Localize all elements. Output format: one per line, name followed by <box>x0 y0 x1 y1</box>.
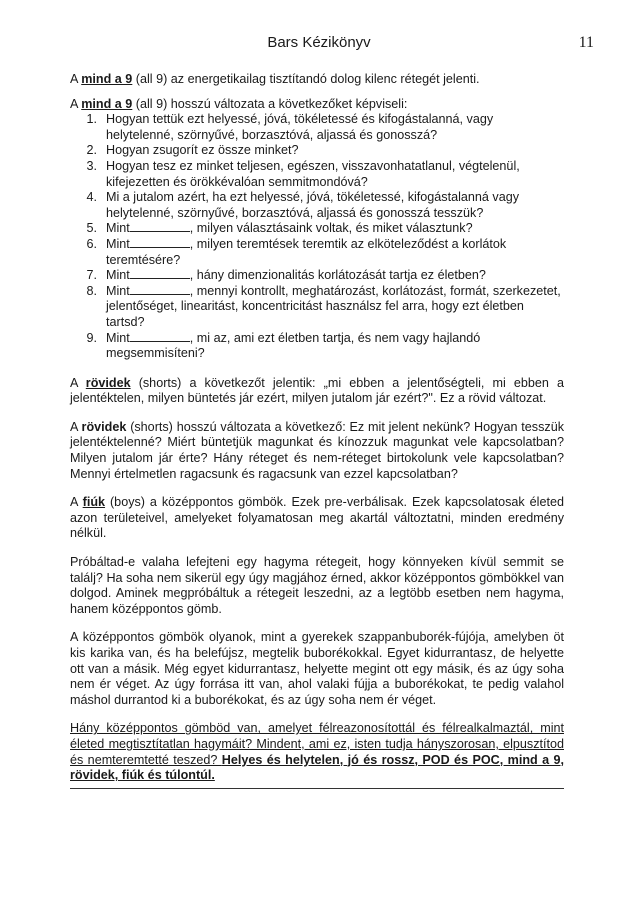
list-item-text <box>106 331 564 362</box>
list-item-number: 2. <box>86 143 97 158</box>
list-item-number: 8. <box>86 283 97 298</box>
document-body <box>70 72 564 789</box>
paragraph-text: (shorts) hosszú változata a következő: Ez mit jelent nekünk? Hogyan tesszük jelentéktelenné? Miért büntetjük magunkat és kínozzuk magunkat vele kapcsolatban? Milyen jutalom jár érte? Hány réteget és nem-réteget birtokolunk vele kapcsolatban? Mennyi értelmetlen ragacsunk és ragacsunk van ezzel kapcsolatban? <box>70 419 564 481</box>
paragraph-text: (all 9) az energetikailag tisztítandó dolog kilenc rétegét jelenti. <box>132 72 480 86</box>
list-item-rest: , mennyi kontrollt, meghatározást, korlátozást, formát, szerkezetet, jelentőséget, linearitást, koncentricitást használsz fel arra, hogy ezt életben tartsd? <box>106 283 561 329</box>
fill-in-blank <box>130 221 190 232</box>
list-item-number: 6. <box>86 236 97 251</box>
list-item <box>70 159 564 190</box>
list-item-prefix: Mint <box>106 330 130 345</box>
list-item-number: 7. <box>86 268 97 283</box>
paragraph-boys: A fiúk (boys) a középpontos gömbök. Ezek pre-verbálisak. Ezek kapcsolatosak életed azon területeivel, amelyeket folyamatosan meg akartál változtatni, minden eredmény nélkül. <box>70 495 564 541</box>
keyword-all9: mind a 9 <box>81 72 133 86</box>
list-item-text: Mi a jutalom azért, ha ezt helyessé, jóvá, tökéletessé, kifogástalanná vagy helytelenné, szörnyűvé, borzasztóvá, aljassá és gonosszá tesszük? <box>106 190 520 220</box>
list-item <box>70 331 564 362</box>
list-item-text <box>106 268 564 284</box>
list-item-number: 3. <box>86 158 97 173</box>
list-item-rest: , mi az, ami ezt életben tartja, és nem vagy hajlandó megsemmisíteni? <box>106 330 481 361</box>
list-item-rest: , hány dimenzionalitás korlátozását tartja ez életben? <box>189 268 486 283</box>
paragraph-text: (all 9) hosszú változata a következőket képviseli: <box>132 96 408 111</box>
list-item-prefix: Mint <box>106 283 130 298</box>
list-item-text: Hogyan tesz ez minket teljesen, egészen, visszavonhatatlanul, végtelenül, kifejezetten és örökkévalóan semmitmondóvá? <box>106 158 520 189</box>
keyword-shorts: rövidek <box>81 419 127 434</box>
fill-in-blank <box>130 268 190 279</box>
list-item <box>70 112 564 143</box>
list-item-text: Hogyan tettük ezt helyessé, jóvá, tökéletessé és kifogástalanná, vagy helytelenné, szörnyűvé, borzasztóvá, aljassá és gonosszá? <box>106 112 494 142</box>
keyword-boys: fiúk <box>82 495 106 510</box>
list-item-prefix: Mint <box>106 268 130 283</box>
keyword-all9: mind a 9 <box>81 96 133 111</box>
paragraph-shorts: A rövidek (shorts) a következőt jelentik: „mi ebben a jelentőségteli, mi ebben a jelentéktelen, milyen büntetés jár ezért, milyen jutalom jár ezért?". Ez a rövid változat. <box>70 375 564 406</box>
list-item-prefix: Mint <box>106 221 130 236</box>
list-item <box>70 268 564 284</box>
list-item-prefix: Mint <box>106 236 130 251</box>
list-item <box>70 143 564 159</box>
list-item <box>70 237 564 268</box>
list-item-number: 4. <box>86 190 97 205</box>
paragraph-text: (shorts) a következőt jelentik: „mi ebben a jelentőségteli, mi ebben a jelentéktelen, milyen büntetés jár ezért, milyen jutalom jár ezért?". Ez a rövid változat. <box>70 375 564 406</box>
list-item-number: 5. <box>86 221 97 236</box>
bottom-rule <box>70 788 564 789</box>
list-item-text <box>106 284 564 331</box>
paragraph-bubbles: A középpontos gömbök olyanok, mint a gyerekek szappanbuborék-fújója, amelyben öt kis karika van, és ha belefújsz, megtelik buborékokkal. Egyet kidurrantasz, de helyette ott van a másik. Még egyet kidurrantasz, helyette megint ott egy másik, és az úgy soha nem ér véget. Az úgy forrása itt van, ahol valaki fújja a buborékokat, te pedig valahol máshol durrantod ki a buborékokat, és az úgy soha nem ér véget. <box>70 630 564 707</box>
paragraph-clearing-statement <box>70 721 564 783</box>
list-item <box>70 284 564 331</box>
fill-in-blank <box>130 237 190 248</box>
list-item <box>70 221 564 237</box>
page-header-title: Bars Kézikönyv <box>267 34 371 51</box>
fill-in-blank <box>130 284 190 295</box>
list-item-text: Hogyan zsugorít ez össze minket? <box>106 143 299 158</box>
clearing-statement: Helyes és helytelen, jó és rossz, POD és POC, mind a 9, rövidek, fiúk és túlontúl. <box>70 752 564 783</box>
list-item-text <box>106 237 564 268</box>
paragraph-onion: Próbáltad-e valaha lefejteni egy hagyma rétegeit, hogy könnyeken kívül semmit se találj? Ha soha nem sikerül egy úgy magjához érned, akkor középpontos gömbökkel van dolgod. Aminek megpróbáltuk a rétegeit leszedni, az a legtöbb esetben nem hagyma, hanem középpontos gömb. <box>70 555 564 616</box>
all9-numbered-list <box>70 112 564 362</box>
list-item-number: 9. <box>86 330 97 345</box>
paragraph-text: Hány középpontos gömböd van, amelyet félreazonosítottál és félrealkalmaztál, mint életed megtisztítatlan hagymáit? Mindent, ami ez, isten tudja hányszorosan, elpusztítod és nemteremtetté teszed? <box>70 721 564 767</box>
paragraph-text: (boys) a középpontos gömbök. Ezek pre-verbálisak. Ezek kapcsolatosak életed azon területeivel, amelyeket folyamatosan meg akartál változtatni, minden eredmény nélkül. <box>70 495 564 541</box>
paragraph-all9-short: A mind a 9 (all 9) az energetikailag tisztítandó dolog kilenc rétegét jelenti. <box>70 72 480 86</box>
paragraph-all9-long-intro: A mind a 9 (all 9) hosszú változata a következőket képviseli: <box>70 96 408 111</box>
list-item-rest: , milyen teremtések teremtik az elköteleződést a korlátok teremtésére? <box>106 236 507 267</box>
list-item-number: 1. <box>86 112 97 127</box>
list-item-rest: , milyen választásaink voltak, és miket választunk? <box>189 221 473 236</box>
list-item <box>70 190 564 221</box>
paragraph-shorts-long: A rövidek (shorts) hosszú változata a következő: Ez mit jelent nekünk? Hogyan tesszük jelentéktelenné? Miért büntetjük magunkat és kínozzuk magunkat vele kapcsolatban? Milyen jutalom jár érte? Hány réteget és nem-réteget birtokolunk vele kapcsolatban? Mennyi értelmetlen ragacsunk és ragacsunk van ezzel kapcsolatban? <box>70 419 564 481</box>
keyword-shorts: rövidek <box>85 375 131 390</box>
page-number: 11 <box>578 34 594 51</box>
list-item-text <box>106 221 564 237</box>
fill-in-blank <box>130 331 190 342</box>
